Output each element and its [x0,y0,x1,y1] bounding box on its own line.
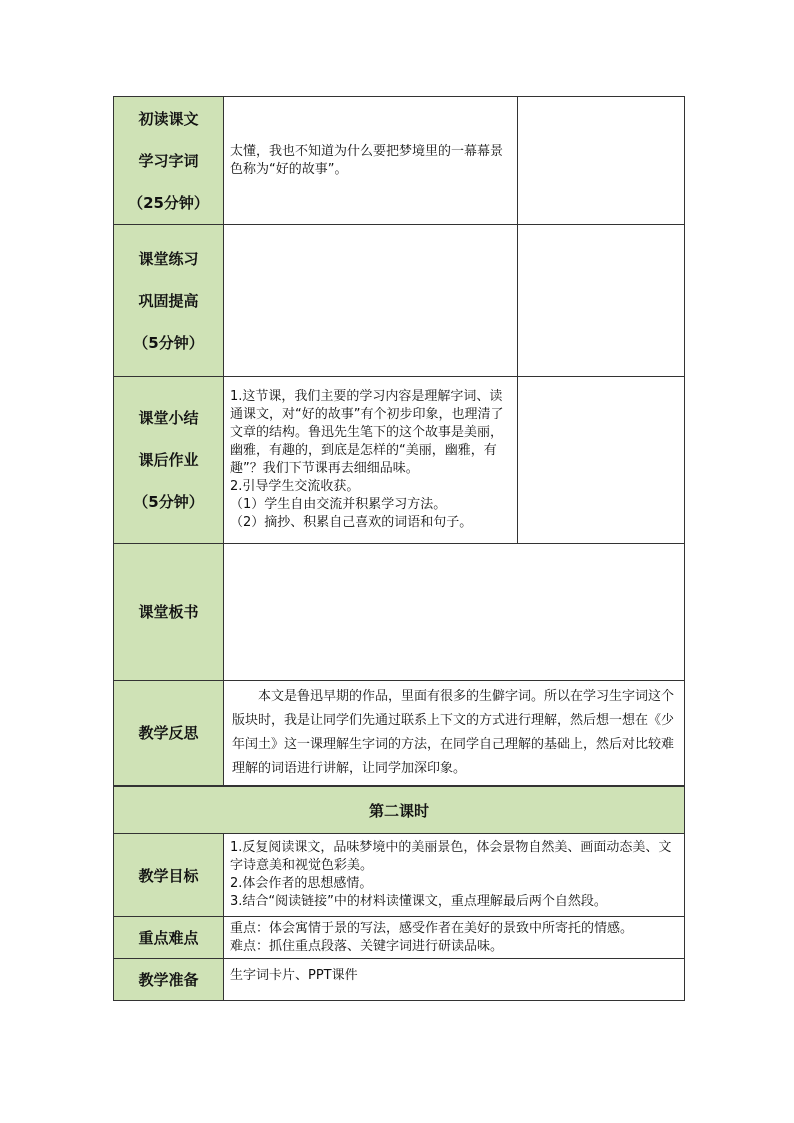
row-label: 课堂板书 [114,544,224,681]
row-practice [114,225,685,377]
row-board [114,544,685,681]
row-label: 教学目标 [114,834,224,917]
row-preparation [114,959,685,1001]
row-title [114,787,685,834]
row-label: 课堂练习 巩固提高 （5分钟） [114,225,224,377]
row-content: 重点：体会寓情于景的写法，感受作者在美好的景致中所寄托的情感。 难点：抓住重点段落、关键字词进行研读品味。 [224,917,685,959]
row-summary [114,377,685,544]
row-key-points [114,917,685,959]
row-label: 初读课文 学习字词 （25分钟） [114,97,224,225]
row-label: 教学反思 [114,681,224,786]
row-content: 生字词卡片、PPT课件 [224,959,685,1001]
row-reflection [114,681,685,786]
row-content: 本文是鲁迅早期的作品，里面有很多的生僻字词。所以在学习生字词这个版块时，我是让同学们先通过联系上下文的方式进行理解，然后想一想在《少年闰土》这一课理解生字词的方法，在同学自己理解的基础上，然后对比较难理解的词语进行讲解，让同学加深印象。 [224,681,685,786]
empty-cell [518,225,685,377]
row-content: 1.这节课，我们主要的学习内容是理解字词、读通课文，对“好的故事”有个初步印象，也理清了文章的结构。鲁迅先生笔下的这个故事是美丽，幽雅，有趣的，到底是怎样的“美丽，幽雅，有趣”？我们下节课再去细细品味。 2.引导学生交流收获。 （1）学生自由交流并积累学习方法。 （2）摘抄、积累自己喜欢的词语和句子。 [224,377,518,544]
row-goals [114,834,685,917]
row-label: 课堂小结 课后作业 （5分钟） [114,377,224,544]
section-title: 第二课时 [114,787,685,834]
row-content: 太懂，我也不知道为什么要把梦境里的一幕幕景色称为“好的故事”。 [224,97,518,225]
lesson-plan-table-2 [113,786,685,1001]
row-reading [114,97,685,225]
row-content: 1.反复阅读课文，品味梦境中的美丽景色，体会景物自然美、画面动态美、文字诗意美和视觉色彩美。 2.体会作者的思想感情。 3.结合“阅读链接”中的材料读懂课文，重点理解最后两个自然段。 [224,834,685,917]
lesson-plan-table-1 [113,96,685,786]
row-content [224,544,685,681]
empty-cell [518,377,685,544]
empty-cell [518,97,685,225]
row-label: 教学准备 [114,959,224,1001]
row-content [224,225,518,377]
row-label: 重点难点 [114,917,224,959]
